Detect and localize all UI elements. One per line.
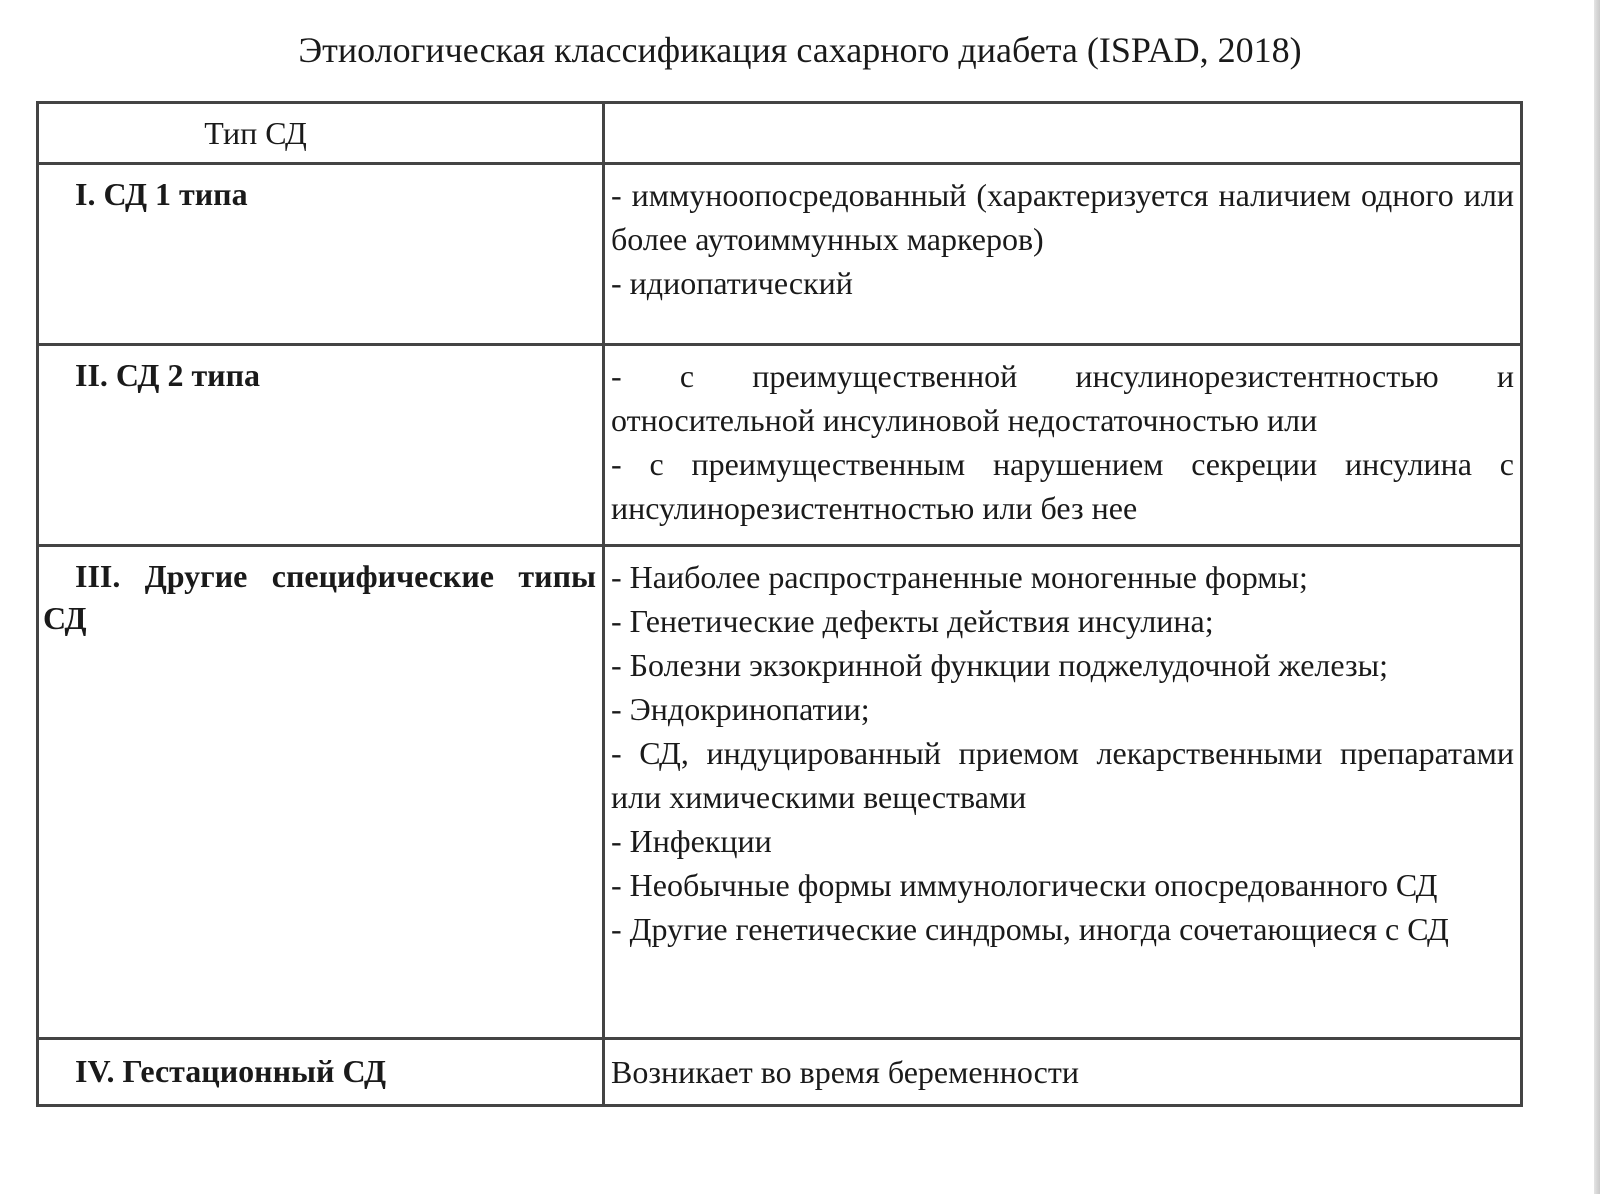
type-label: III. Другие специфические типы СД xyxy=(43,558,596,636)
list-item: Возникает во время беременности xyxy=(611,1054,1079,1090)
list-item: - иммуноопосредованный (характеризуется наличием одного или более аутоиммунных маркеров) xyxy=(611,177,1514,257)
table-header-row xyxy=(38,103,1522,164)
list-item: - Генетические дефекты действия инсулина; xyxy=(611,603,1214,639)
list-item: - Болезни экзокринной функции поджелудочной железы; xyxy=(611,647,1389,683)
list-item: - Эндокринопатии; xyxy=(611,691,870,727)
page-edge-shadow xyxy=(1594,0,1600,1194)
description-cell xyxy=(604,1039,1522,1106)
type-cell xyxy=(38,1039,604,1106)
type-label: I. СД 1 типа xyxy=(75,176,248,212)
header-type-cell: Тип СД xyxy=(38,103,604,164)
header-description-cell xyxy=(604,103,1522,164)
list-item: - с преимущественной инсулинорезистентностью и относительной инсулиновой недостаточностью или xyxy=(611,358,1514,438)
list-item: - Наиболее распространенные моногенные формы; xyxy=(611,559,1308,595)
table-row xyxy=(38,164,1522,345)
type-label: II. СД 2 типа xyxy=(75,357,261,393)
list-item: - Другие генетические синдромы, иногда сочетающиеся с СД xyxy=(611,911,1449,947)
list-item: - Инфекции xyxy=(611,823,772,859)
list-item: - СД, индуцированный приемом лекарственными препаратами или химическими веществами xyxy=(611,735,1514,815)
description-cell xyxy=(604,546,1522,1039)
description-cell xyxy=(604,345,1522,546)
list-item: - Необычные формы иммунологически опосредованного СД xyxy=(611,867,1438,903)
table-row xyxy=(38,345,1522,546)
classification-table xyxy=(36,101,1523,1107)
type-cell xyxy=(38,546,604,1039)
list-item: - с преимущественным нарушением секреции инсулина с инсулинорезистентностью или без нее xyxy=(611,446,1514,526)
page-title: Этиологическая классификация сахарного диабета (ISPAD, 2018) xyxy=(298,30,1302,70)
type-cell xyxy=(38,164,604,345)
type-label: IV. Гестационный СД xyxy=(75,1053,386,1089)
list-item: - идиопатический xyxy=(611,265,853,301)
table-row xyxy=(38,546,1522,1039)
table-row xyxy=(38,1039,1522,1106)
description-cell xyxy=(604,164,1522,345)
type-cell xyxy=(38,345,604,546)
